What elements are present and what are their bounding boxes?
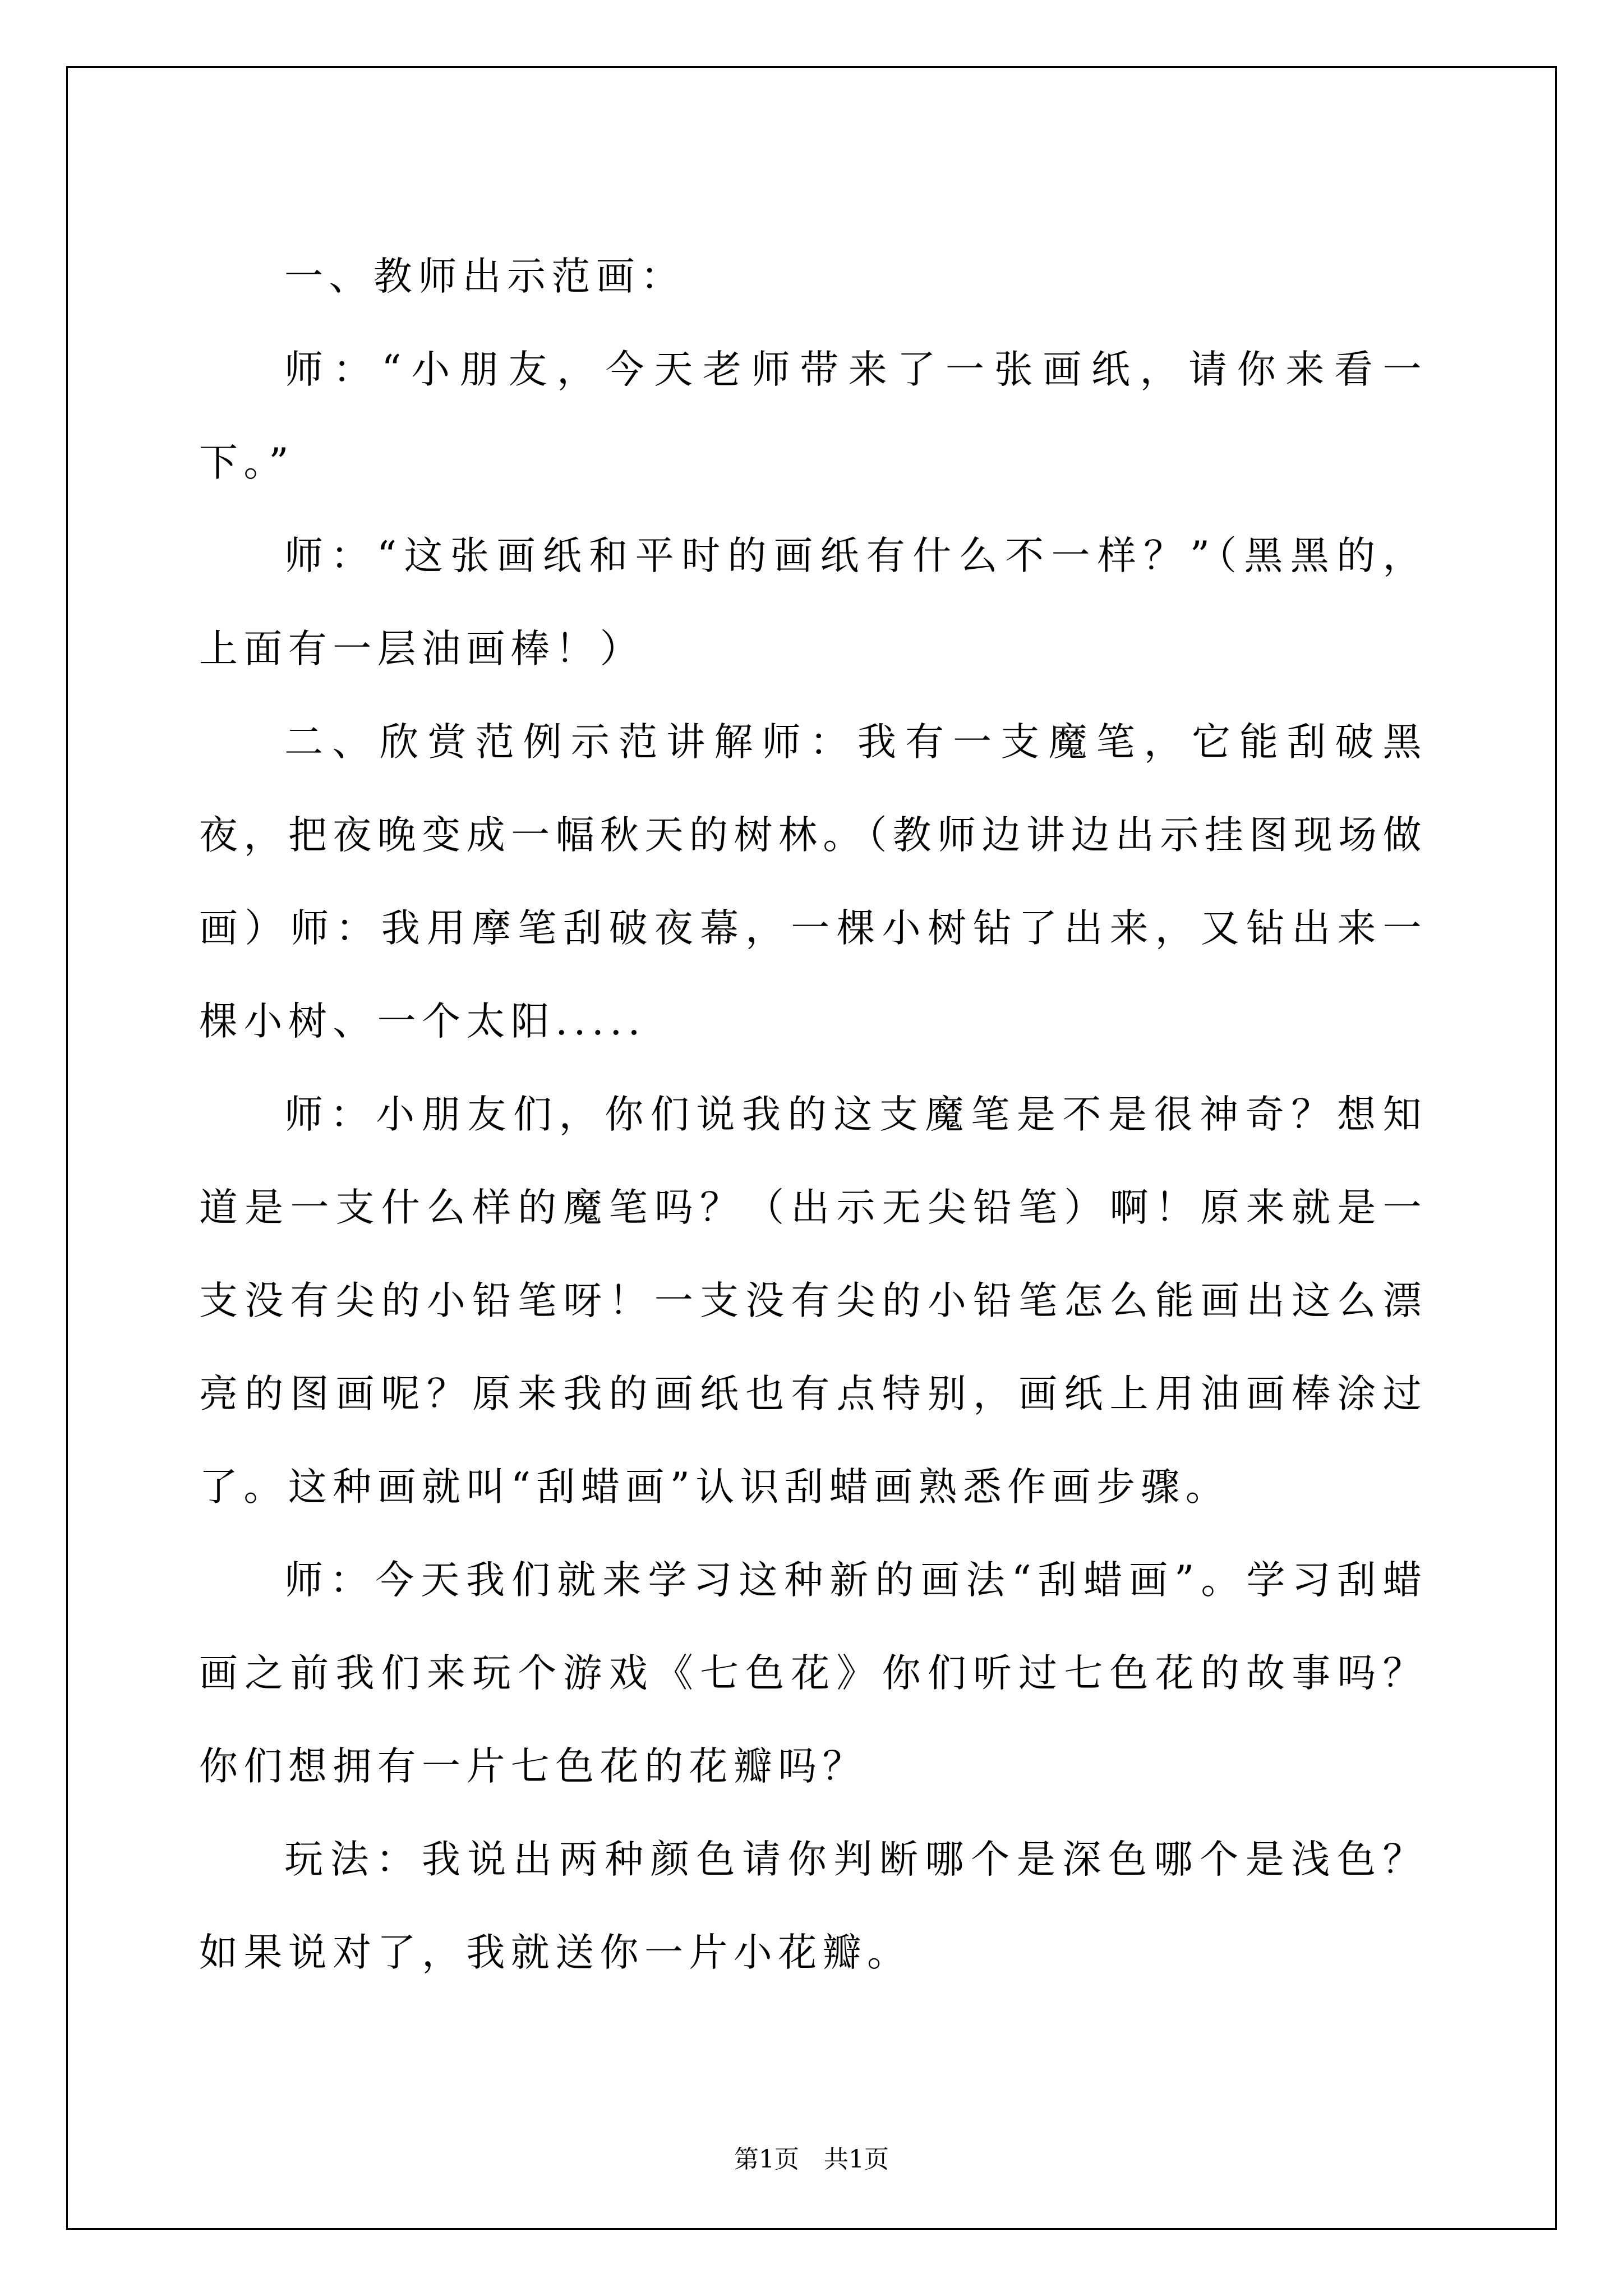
paragraph-6: 师：今天我们就来学习这种新的画法“刮蜡画”。学习刮蜡画之前我们来玩个游戏《七色花》你们听过七色花的故事吗？你们想拥有一片七色花的花瓣吗？ [199, 1558, 1427, 1789]
paragraph-3: 师：“这张画纸和平时的画纸有什么不一样？”（黑黑的，上面有一层油画棒！） [199, 533, 1427, 671]
document-body [199, 230, 1427, 1999]
paragraph-2: 师：“小朋友，今天老师带来了一张画纸，请你来看一下。” [199, 347, 1427, 485]
paragraph-4: 二、欣赏范例示范讲解师：我有一支魔笔，它能刮破黑夜，把夜晚变成一幅秋天的树林。（教师边讲边出示挂图现场做画）师：我用摩笔刮破夜幕，一棵小树钻了出来，又钻出来一棵小树、一个太阳..... [199, 720, 1427, 1044]
paragraph-1: 一、教师出示范画： [284, 254, 685, 299]
page-number-footer: 第1页 共1页 [734, 2145, 889, 2174]
paragraph-7: 玩法：我说出两种颜色请你判断哪个是深色哪个是浅色？如果说对了，我就送你一片小花瓣。 [199, 1837, 1427, 1975]
paragraph-5: 师：小朋友们，你们说我的这支魔笔是不是很神奇？想知道是一支什么样的魔笔吗？（出示无尖铅笔）啊！原来就是一支没有尖的小铅笔呀！一支没有尖的小铅笔怎么能画出这么漂亮的图画呢？原来我的画纸也有点特别，画纸上用油画棒涂过了。这种画就叫“刮蜡画”认识刮蜡画熟悉作画步骤。 [199, 1092, 1427, 1510]
